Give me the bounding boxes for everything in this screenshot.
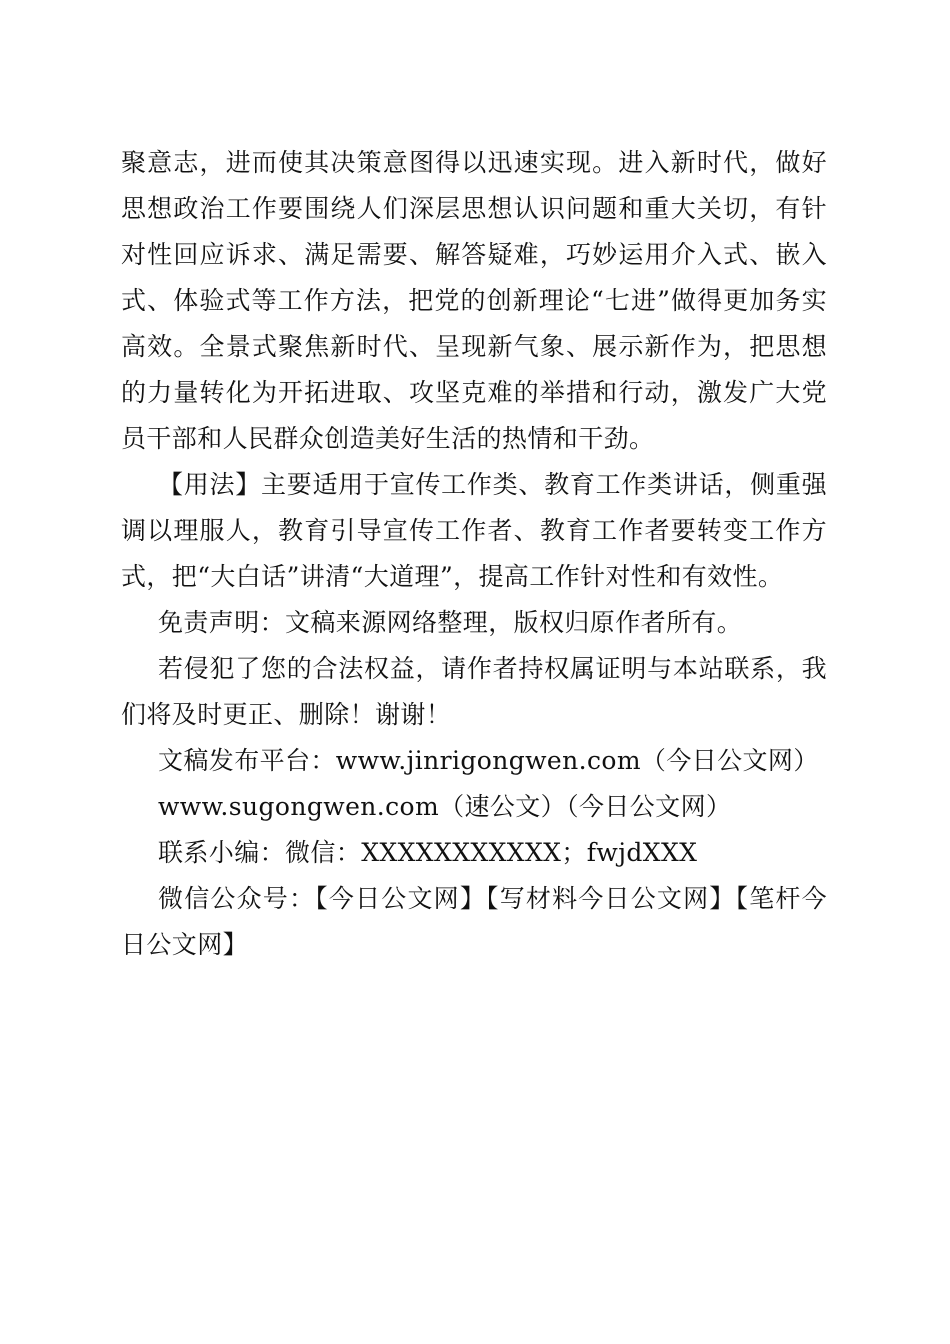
platform-line: 文稿发布平台：www.jinrigongwen.com（今日公文网）	[158, 746, 819, 775]
usage-paragraph: 【用法】主要适用于宣传工作类、教育工作类讲话，侧重强调以理服人，教育引导宣传工作者、教育工作者要转变工作方式，把“大白话”讲清“大道理”，提高工作针对性和有效性。	[121, 470, 827, 591]
body-paragraph: 聚意志，进而使其决策意图得以迅速实现。进入新时代，做好思想政治工作要围绕人们深层思想认识问题和重大关切，有针对性回应诉求、满足需要、解答疑难，巧妙运用介入式、嵌入式、体验式等工作方法，把党的创新理论“七进”做得更加务实高效。全景式聚焦新时代、呈现新气象、展示新作为，把思想的力量转化为开拓进取、攻坚克难的举措和行动，激发广大党员干部和人民群众创造美好生活的热情和干劲。	[121, 148, 827, 453]
website-line: www.sugongwen.com（速公文）（今日公文网）	[158, 792, 732, 821]
disclaimer-paragraph: 免责声明：文稿来源网络整理，版权归原作者所有。	[158, 608, 743, 637]
infringement-paragraph: 若侵犯了您的合法权益，请作者持权属证明与本站联系，我们将及时更正、删除！谢谢！	[121, 654, 827, 729]
contact-line: 联系小编：微信：XXXXXXXXXXX；fwjdXXX	[158, 838, 698, 867]
wechat-accounts-paragraph: 微信公众号：【今日公文网】【写材料今日公文网】【笔杆今日公文网】	[121, 884, 827, 959]
document-body	[121, 140, 827, 968]
